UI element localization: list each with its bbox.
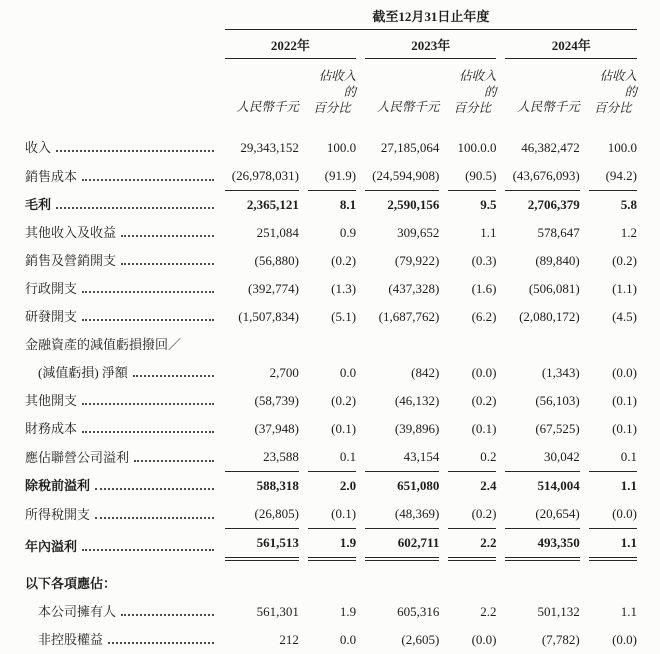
leader-dots [108, 642, 214, 644]
percent-cell: 100.0.0 [457, 140, 497, 155]
row-label: 其他開支 [25, 393, 78, 408]
amount-cell: (26,805) [225, 500, 299, 529]
row-label: 所得稅開支 [25, 507, 91, 522]
pct-header [308, 59, 356, 125]
leader-dots [82, 431, 214, 433]
percent-cell: (0.1) [612, 393, 637, 408]
percent-cell: 2.4 [480, 478, 497, 493]
percent-cell: 100.0 [326, 140, 357, 155]
percent-cell: 1.9 [339, 604, 357, 619]
percent-cell: (6.2) [471, 309, 497, 324]
amount-cell: 588,318 [256, 478, 299, 493]
amount-cell: (56,880) [254, 253, 299, 268]
percent-cell: (0.1) [308, 500, 356, 529]
amount-cell: (79,922) [394, 253, 440, 268]
amount-cell: (1,343) [541, 365, 580, 380]
row-label: 應佔聯營公司溢利 [25, 450, 130, 465]
table-row [25, 247, 637, 275]
row-label-cell [25, 415, 216, 443]
percent-cell: 100.0 [607, 140, 637, 155]
amount-cell: (437,328) [388, 281, 440, 296]
empty-cell [225, 331, 637, 359]
row-label: 年內溢利 [25, 539, 78, 554]
amount-cell: 493,350 [505, 529, 579, 561]
amount-cell: (48,369) [365, 500, 439, 529]
pct-header-line1: 佔收入的 [458, 69, 497, 99]
unit-header: 人民幣千元 [517, 100, 580, 114]
percent-cell: 2.0 [339, 478, 357, 493]
percent-cell: 2.2 [448, 529, 496, 561]
table-row [25, 626, 637, 654]
row-label: 收入 [25, 140, 52, 155]
percent-cell: (0.2) [331, 253, 357, 268]
percent-cell: 0.9 [339, 225, 357, 240]
amount-cell: 309,652 [397, 225, 440, 240]
amount-cell: (2,605) [401, 632, 440, 647]
amount-cell: (58,739) [254, 393, 299, 408]
period-header-row [25, 6, 637, 30]
percent-cell: 5.8 [620, 197, 637, 212]
amount-cell: 251,084 [256, 225, 299, 240]
table-row [25, 529, 637, 561]
amount-cell: 27,185,064 [380, 140, 440, 155]
row-label: 財務成本 [25, 421, 78, 436]
percent-cell: (0.2) [471, 393, 497, 408]
period-header: 截至12月31日止年度 [225, 6, 637, 30]
table-row [25, 387, 637, 415]
table-row [25, 162, 637, 191]
amount-cell: 212 [279, 632, 299, 647]
row-label-cell [25, 472, 216, 500]
amount-cell: (506,081) [528, 281, 580, 296]
amount-cell: (1,687,762) [378, 309, 440, 324]
amount-cell: 578,647 [537, 225, 580, 240]
leader-dots [82, 291, 214, 293]
header-spacer [25, 6, 216, 30]
row-label-cell [25, 598, 216, 626]
table-row [25, 472, 637, 500]
amount-cell: 602,711 [365, 529, 439, 561]
amount-cell: (20,654) [505, 500, 579, 529]
row-label: 其他收入及收益 [25, 225, 117, 240]
row-label-cell [25, 387, 216, 415]
percent-cell: (0.0) [612, 632, 637, 647]
percent-cell: 1.1 [480, 225, 497, 240]
percent-cell: (90.5) [448, 162, 496, 191]
leader-dots [56, 207, 214, 209]
amount-cell: 514,004 [537, 478, 580, 493]
percent-cell: 1.2 [620, 225, 637, 240]
percent-cell: 2.2 [480, 604, 497, 619]
percent-cell: (4.5) [612, 309, 637, 324]
amount-cell: (56,103) [535, 393, 580, 408]
pct-header [589, 59, 637, 125]
leader-dots [134, 460, 214, 462]
leader-dots [133, 375, 214, 377]
row-label-cell [25, 303, 216, 331]
leader-dots [82, 179, 214, 181]
amount-cell: (1,507,834) [238, 309, 299, 324]
row-label: 本公司擁有人 [38, 604, 117, 619]
amount-cell: 23,588 [225, 443, 299, 472]
amount-cell: (89,840) [535, 253, 580, 268]
row-label-cell [25, 626, 216, 654]
row-label-cell [25, 443, 216, 472]
header-spacer [25, 30, 216, 59]
percent-cell: (91.9) [308, 162, 356, 191]
row-label-cell [25, 359, 216, 387]
percent-cell: (0.2) [331, 393, 357, 408]
amount-cell: 46,382,472 [521, 140, 580, 155]
percent-cell: (1.1) [612, 281, 637, 296]
percent-cell: 0.1 [589, 443, 637, 472]
empty-cell [225, 561, 637, 598]
amount-cell: (46,132) [394, 393, 440, 408]
row-label-cell [25, 275, 216, 303]
year-label-2023: 2023年 [365, 30, 496, 59]
row-label-cell [25, 247, 216, 275]
table-row [25, 331, 637, 359]
pct-header-line2: 百分比 [453, 101, 492, 115]
percent-cell: (0.0) [471, 632, 497, 647]
table-row [25, 191, 637, 219]
amount-cell: 561,301 [256, 604, 299, 619]
amount-cell: (26,978,031) [225, 162, 299, 191]
amount-cell: (2,080,172) [519, 309, 580, 324]
amount-cell: (842) [411, 365, 440, 380]
amount-cell: 561,513 [225, 529, 299, 561]
percent-cell: 0.1 [308, 443, 356, 472]
row-label-cell [25, 191, 216, 219]
percent-cell: (0.0) [589, 500, 637, 529]
table-row [25, 303, 637, 331]
pct-header-line1: 佔收入的 [599, 69, 637, 99]
percent-cell: (0.1) [471, 421, 497, 436]
amount-cell: 2,700 [269, 365, 299, 380]
amount-cell: 2,590,156 [387, 197, 440, 212]
row-label: 行政開支 [25, 281, 78, 296]
percent-cell: (1.6) [471, 281, 497, 296]
percent-cell: (0.2) [612, 253, 637, 268]
amount-cell: 605,316 [397, 604, 440, 619]
table-row [25, 500, 637, 529]
subheader-row [25, 59, 637, 125]
amount-cell: (392,774) [248, 281, 299, 296]
percent-cell: 1.1 [589, 529, 637, 561]
amount-cell: 2,706,379 [527, 197, 580, 212]
percent-cell: 0.0 [339, 365, 357, 380]
amount-cell: (37,948) [254, 421, 299, 436]
row-label: 毛利 [25, 197, 52, 212]
table-row [25, 125, 637, 162]
leader-dots [95, 517, 214, 519]
percent-cell: 0.2 [448, 443, 496, 472]
percent-cell: 9.5 [480, 197, 497, 212]
row-label-cell [25, 162, 216, 191]
row-label-cell [25, 331, 216, 359]
table-row [25, 415, 637, 443]
pct-header-line1: 佔收入的 [318, 69, 357, 99]
year-header-row [25, 30, 637, 59]
row-label-cell [25, 219, 216, 247]
year-label-2022: 2022年 [225, 30, 356, 59]
percent-cell: (0.0) [612, 365, 637, 380]
table-row [25, 275, 637, 303]
table-row [25, 561, 637, 598]
leader-dots [95, 488, 214, 490]
row-label-cell [25, 529, 216, 561]
table-row [25, 219, 637, 247]
leader-dots [82, 549, 214, 551]
percent-cell: 1.9 [308, 529, 356, 561]
table-row [25, 443, 637, 472]
percent-cell: (0.1) [612, 421, 637, 436]
leader-dots [121, 235, 214, 237]
row-label: 非控股權益 [38, 632, 104, 647]
amount-cell: (39,896) [394, 421, 440, 436]
row-label: 研發開支 [25, 309, 78, 324]
row-label-cell [25, 500, 216, 529]
percent-cell: (0.1) [331, 421, 357, 436]
amount-cell: (7,782) [541, 632, 580, 647]
percent-cell: 0.0 [339, 632, 357, 647]
unit-header: 人民幣千元 [376, 100, 440, 114]
amount-cell: (43,676,093) [505, 162, 579, 191]
pct-header [448, 59, 496, 125]
financial-table [16, 6, 646, 654]
row-label-cell [25, 125, 216, 162]
amount-cell: (67,525) [535, 421, 580, 436]
leader-dots [121, 614, 214, 616]
percent-cell: (5.1) [331, 309, 357, 324]
percent-cell: (1.3) [331, 281, 357, 296]
leader-dots [56, 150, 214, 152]
amount-cell: 501,132 [537, 604, 580, 619]
row-label: 銷售成本 [25, 169, 78, 184]
percent-cell: (0.0) [471, 365, 497, 380]
year-label-2024: 2024年 [505, 30, 637, 59]
row-label: 銷售及營銷開支 [25, 253, 117, 268]
row-label-cell [25, 561, 216, 598]
amount-cell: 30,042 [505, 443, 579, 472]
table-row [25, 359, 637, 387]
row-label: 金融資產的減值虧損撥回／ [25, 337, 182, 352]
pct-header-line2: 百分比 [594, 101, 632, 115]
row-label: 以下各項應佔： [25, 576, 117, 591]
leader-dots [82, 319, 214, 321]
percent-cell: (94.2) [589, 162, 637, 191]
amount-cell: 2,365,121 [246, 197, 299, 212]
amount-cell: (24,594,908) [365, 162, 439, 191]
percent-cell: (0.3) [471, 253, 497, 268]
percent-cell: (0.2) [448, 500, 496, 529]
percent-cell: 8.1 [339, 197, 357, 212]
row-label: 除稅前溢利 [25, 478, 91, 493]
percent-cell: 1.1 [620, 478, 637, 493]
amount-cell: 43,154 [365, 443, 439, 472]
table-row [25, 598, 637, 626]
leader-dots [121, 263, 214, 265]
leader-dots [82, 403, 214, 405]
header-spacer [25, 59, 216, 125]
pct-header-line2: 百分比 [313, 101, 351, 115]
unit-header: 人民幣千元 [236, 100, 299, 114]
percent-cell: 1.1 [620, 604, 637, 619]
amount-cell: 29,343,152 [240, 140, 299, 155]
amount-cell: 651,080 [397, 478, 440, 493]
row-label: (減值虧損) 淨額 [38, 365, 128, 380]
